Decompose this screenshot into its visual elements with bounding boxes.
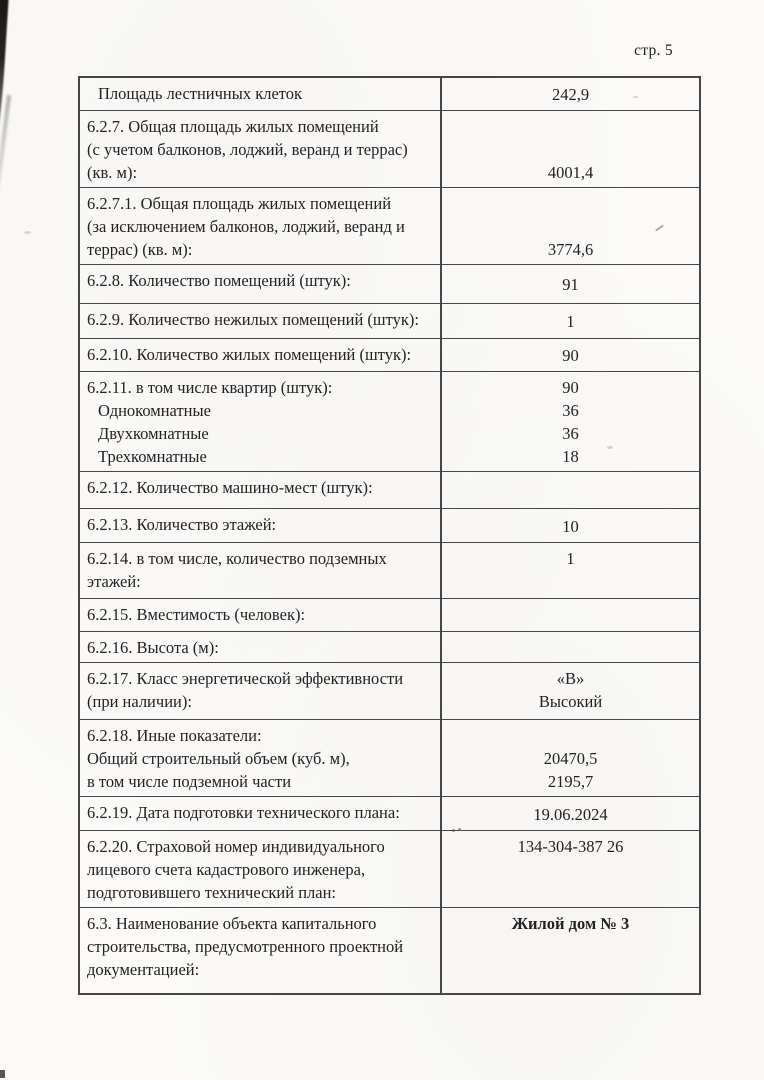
label-line: Трехкомнатные <box>98 447 207 466</box>
label-line: 6.2.20. Страховой номер индивидуального <box>87 837 385 856</box>
label-line: террас) (кв. м): <box>87 240 193 259</box>
label-line: 6.2.16. Высота (м): <box>87 638 219 657</box>
value-line: 242,9 <box>551 85 590 104</box>
label-line: (за исключением балконов, лоджий, веранд и <box>87 217 405 236</box>
label-line: подготовившего технический план: <box>87 883 336 902</box>
label-line: 6.2.15. Вместимость (человек): <box>87 605 306 624</box>
label-line: (с учетом балконов, лоджий, веранд и террас) <box>87 140 408 159</box>
row-value-cell <box>442 831 699 907</box>
value-line: 36 <box>562 401 579 420</box>
label-line: 6.2.12. Количество машино-мест (штук): <box>87 478 373 497</box>
value-line: 2195,7 <box>547 772 594 791</box>
row-label-cell <box>80 304 442 338</box>
row-label-cell <box>80 720 442 796</box>
label-line: 6.2.8. Количество помещений (штук): <box>87 271 351 290</box>
value-line: 134-304-387 26 <box>517 837 624 856</box>
label-line: 6.2.9. Количество нежилых помещений (штук): <box>87 310 419 329</box>
row-value-cell <box>442 509 699 542</box>
row-label-cell <box>80 908 442 993</box>
scan-speck <box>452 829 455 832</box>
label-line: 6.3. Наименование объекта капитального <box>87 914 377 933</box>
label-line: Двухкомнатные <box>98 424 209 443</box>
building-spec-table <box>78 76 701 995</box>
table-row <box>80 543 699 599</box>
row-label-cell <box>80 188 442 264</box>
row-label-cell <box>80 797 442 830</box>
value-line: 3774,6 <box>547 240 594 259</box>
table-row <box>80 111 699 188</box>
row-label-cell <box>80 111 442 187</box>
label-line: 6.2.7.1. Общая площадь жилых помещений <box>87 194 392 213</box>
row-value-cell <box>442 111 699 187</box>
row-value-cell <box>442 797 699 830</box>
table-row <box>80 908 699 993</box>
page-number: стр. 5 <box>634 42 673 59</box>
table-row <box>80 78 699 111</box>
label-line: (при наличии): <box>87 692 192 711</box>
label-line: (кв. м): <box>87 163 138 182</box>
scan-speck <box>607 446 613 449</box>
scan-speck <box>0 1070 5 1078</box>
table-row <box>80 339 699 372</box>
row-label-cell <box>80 78 442 110</box>
table-row <box>80 188 699 265</box>
row-label-cell <box>80 663 442 719</box>
value-line: 4001,4 <box>547 163 594 182</box>
label-line: 6.2.10. Количество жилых помещений (штук): <box>87 345 412 364</box>
table-row <box>80 472 699 509</box>
row-label-cell <box>80 543 442 598</box>
row-value-cell <box>442 304 699 338</box>
row-label-cell <box>80 372 442 471</box>
row-value-cell <box>442 908 699 993</box>
scan-speck <box>24 231 31 234</box>
value-line: 18 <box>562 447 579 466</box>
table-row <box>80 304 699 339</box>
table-row <box>80 797 699 831</box>
row-value-cell <box>442 78 699 110</box>
value-line: Жилой дом № 3 <box>511 914 630 933</box>
label-line: 6.2.11. в том числе квартир (штук): <box>87 378 333 397</box>
label-line: этажей: <box>87 572 141 591</box>
table-row <box>80 831 699 908</box>
label-line: в том числе подземной части <box>87 772 292 791</box>
label-line: документацией: <box>87 960 200 979</box>
label-line: Площадь лестничных клеток <box>98 84 303 103</box>
scan-streak-artifact <box>0 95 11 284</box>
value-line: 36 <box>562 424 579 443</box>
label-line: Общий строительный объем (куб. м), <box>87 749 350 768</box>
label-line: Однокомнатные <box>98 401 211 420</box>
row-label-cell <box>80 632 442 662</box>
table-row <box>80 720 699 797</box>
row-value-cell <box>442 339 699 371</box>
scan-speck <box>633 96 638 98</box>
table-row <box>80 663 699 720</box>
row-label-cell <box>80 599 442 631</box>
label-line: строительства, предусмотренного проектной <box>87 937 404 956</box>
label-line: 6.2.13. Количество этажей: <box>87 515 277 534</box>
value-line: Высокий <box>538 692 603 711</box>
row-label-cell <box>80 265 442 303</box>
row-value-cell <box>442 720 699 796</box>
table-row <box>80 632 699 663</box>
label-line: 6.2.18. Иные показатели: <box>87 726 262 745</box>
row-value-cell <box>442 372 699 471</box>
row-value-cell <box>442 265 699 303</box>
table-row <box>80 265 699 304</box>
row-value-cell <box>442 472 699 508</box>
table-row <box>80 509 699 543</box>
row-label-cell <box>80 472 442 508</box>
label-line: 6.2.17. Класс энергетической эффективности <box>87 669 404 688</box>
value-line: 91 <box>562 275 579 294</box>
label-line: лицевого счета кадастрового инженера, <box>87 860 366 879</box>
row-value-cell <box>442 599 699 631</box>
value-line: 90 <box>562 378 579 397</box>
value-line: 1 <box>566 312 575 331</box>
value-line: «В» <box>556 669 585 688</box>
value-line: 10 <box>562 516 579 536</box>
table-row <box>80 372 699 472</box>
value-line: 19.06.2024 <box>533 804 608 824</box>
row-label-cell <box>80 831 442 907</box>
row-value-cell <box>442 663 699 719</box>
row-value-cell <box>442 543 699 598</box>
value-line: 20470,5 <box>543 749 598 768</box>
row-label-cell <box>80 339 442 371</box>
row-label-cell <box>80 509 442 542</box>
row-value-cell <box>442 632 699 662</box>
value-line: 1 <box>566 549 575 568</box>
label-line: 6.2.19. Дата подготовки технического плана: <box>87 803 400 822</box>
label-line: 6.2.7. Общая площадь жилых помещений <box>87 117 379 136</box>
label-line: 6.2.14. в том числе, количество подземных <box>87 549 387 568</box>
table-row <box>80 599 699 632</box>
value-line: 90 <box>562 346 579 365</box>
